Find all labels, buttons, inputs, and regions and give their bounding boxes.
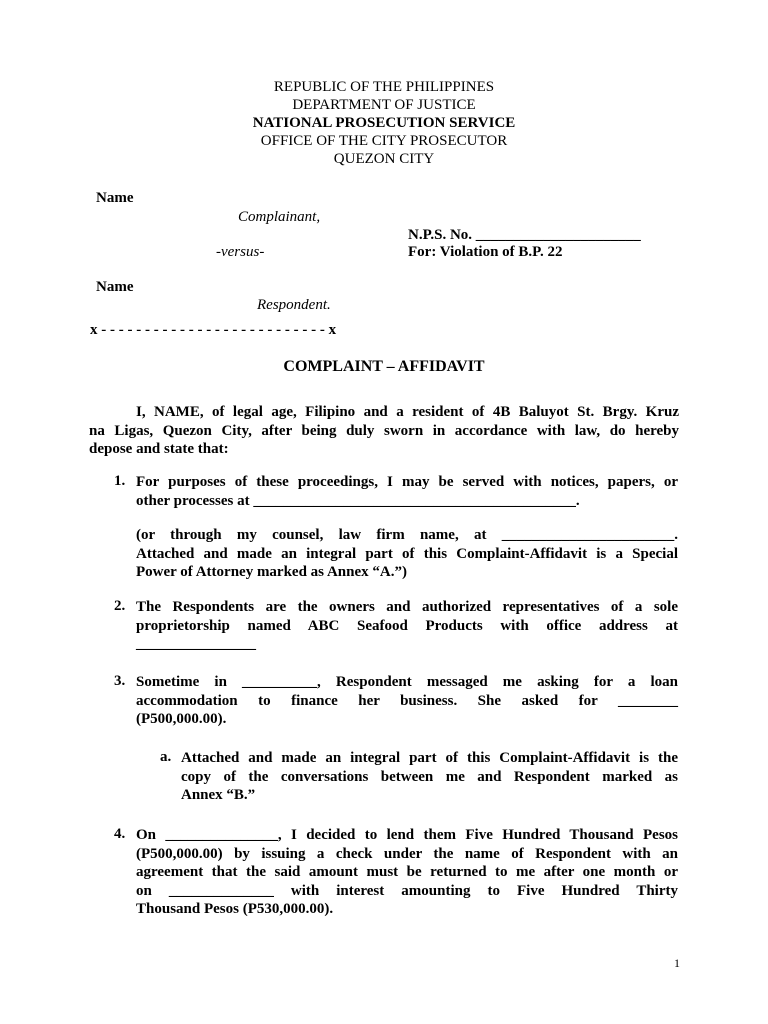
caption-separator: x - - - - - - - - - - - - - - - - - - - - - - - - - - x xyxy=(90,322,337,338)
item-3-line-1: Sometime in __________, Respondent messaged me asking for a loan xyxy=(136,674,678,690)
header-office: OFFICE OF THE CITY PROSECUTOR xyxy=(260,133,508,149)
item-1-sub-line-3: Power of Attorney marked as Annex “A.”) xyxy=(136,564,407,581)
item-4-line-1: On _______________, I decided to lend them Five Hundred Thousand Pesos xyxy=(136,827,678,843)
item-2-line-1: The Respondents are the owners and authorized representatives of a sole xyxy=(136,599,678,615)
respondent-name: Name xyxy=(96,279,134,295)
item-2-line-3: ________________ xyxy=(136,636,256,653)
item-4-line-2: (P500,000.00) by issuing a check under the name of Respondent with an xyxy=(136,845,678,862)
item-4-line-3: agreement that the said amount must be returned to me after one month or xyxy=(136,864,678,881)
complainant-role: Complainant, xyxy=(238,209,321,225)
item-4-text xyxy=(136,826,678,919)
page-number: 1 xyxy=(674,956,680,970)
violation-label: For: Violation of B.P. 22 xyxy=(408,244,563,260)
item-3a-letter: a. xyxy=(160,749,172,765)
intro-prefix: I, xyxy=(136,404,155,420)
item-2-number: 2. xyxy=(114,598,126,614)
item-1-sub-text xyxy=(136,526,678,582)
item-1-line-1: For purposes of these proceedings, I may be served with notices, papers, or xyxy=(136,474,678,490)
respondent-role: Respondent. xyxy=(257,297,331,313)
item-3-line-3: (P500,000.00). xyxy=(136,711,227,728)
intro-name: NAME xyxy=(154,404,200,420)
item-1-number: 1. xyxy=(114,473,126,489)
item-1-sub-line-1: (or through my counsel, law firm name, at _______________________. xyxy=(136,527,678,543)
item-3a-text xyxy=(181,749,678,805)
item-2-text xyxy=(136,598,678,654)
document-header xyxy=(0,78,768,168)
item-4-number: 4. xyxy=(114,826,126,842)
intro-paragraph xyxy=(89,403,679,459)
header-prosecution-service: NATIONAL PROSECUTION SERVICE xyxy=(252,115,516,131)
item-4-line-4: on ______________ with interest amounting to Five Hundred Thirty xyxy=(136,882,678,899)
item-1-line-2: other processes at ___________________________________________. xyxy=(136,492,580,509)
item-3a-line-2: copy of the conversations between me and Respondent marked as xyxy=(181,768,678,785)
complainant-name: Name xyxy=(96,190,134,206)
item-3-number: 3. xyxy=(114,673,126,689)
intro-line-2: na Ligas, Quezon City, after being duly sworn in accordance with law, do hereby xyxy=(89,422,679,439)
nps-number: N.P.S. No. ______________________ xyxy=(408,227,641,243)
header-city: QUEZON CITY xyxy=(333,151,435,167)
item-4-line-5: Thousand Pesos (P530,000.00). xyxy=(136,901,334,918)
intro-line-3: depose and state that: xyxy=(89,441,229,458)
item-3-line-2: accommodation to finance her business. She asked for ________ xyxy=(136,692,678,709)
versus-label: -versus- xyxy=(216,244,265,260)
header-department: DEPARTMENT OF JUSTICE xyxy=(292,97,476,113)
intro-rest: , of legal age, Filipino and a resident of 4B Baluyot St. Brgy. Kruz xyxy=(199,404,679,420)
item-1-sub-line-2: Attached and made an integral part of this Complaint-Affidavit is a Special xyxy=(136,545,678,562)
item-3-text xyxy=(136,673,678,729)
document-title: COMPLAINT – AFFIDAVIT xyxy=(283,358,485,375)
item-2-line-2: proprietorship named ABC Seafood Products with office address at xyxy=(136,617,678,634)
item-3a-line-3: Annex “B.” xyxy=(181,787,256,804)
header-republic: REPUBLIC OF THE PHILIPPINES xyxy=(273,79,495,95)
item-3a-line-1: Attached and made an integral part of this Complaint-Affidavit is the xyxy=(181,750,678,766)
item-1-text xyxy=(136,473,678,510)
intro-line-1 xyxy=(89,403,679,422)
